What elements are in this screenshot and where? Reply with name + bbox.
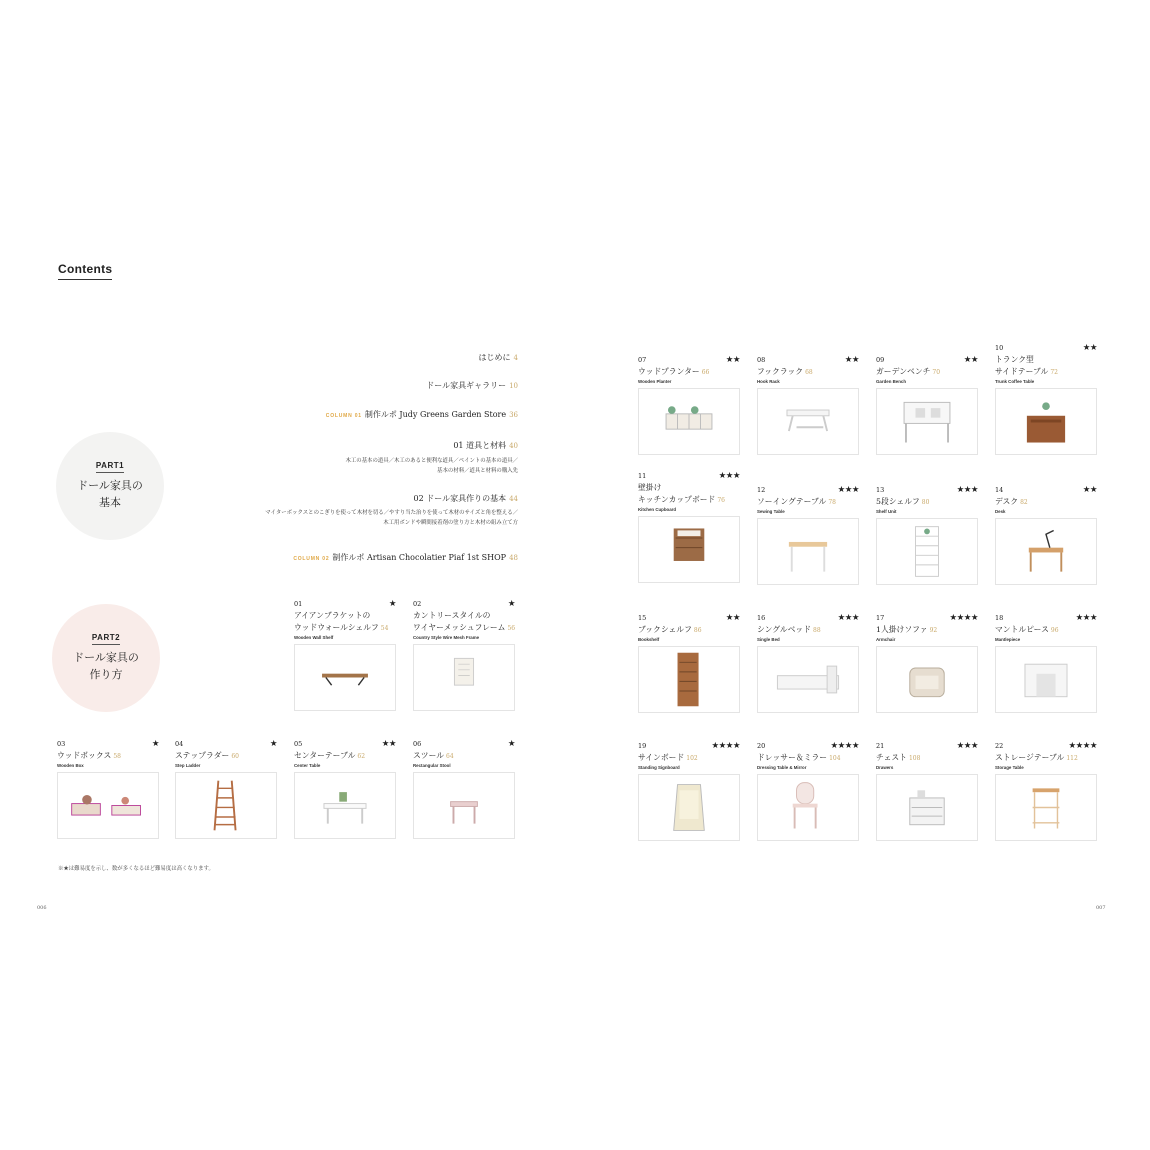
project-number: 08 xyxy=(757,356,766,364)
project-title-line: ウッドプランター 66 xyxy=(638,367,710,376)
project-english-title: Storage Table xyxy=(995,765,1024,770)
project-title-line: ワイヤーメッシュフレーム 56 xyxy=(413,623,516,632)
column-badge: COLUMN 01 xyxy=(325,413,362,419)
wooden-box-icon xyxy=(58,773,158,838)
project-page: 92 xyxy=(929,627,938,634)
part-title-line: 作り方 xyxy=(89,668,123,681)
project-english-title: Single Bed xyxy=(757,637,780,642)
project-english-title: Bookshelf xyxy=(638,637,660,642)
project-number: 14 xyxy=(995,486,1004,494)
project-number: 06 xyxy=(413,740,422,748)
difficulty-stars: ★★ xyxy=(725,613,740,623)
project-card[interactable] xyxy=(876,486,978,590)
project-card[interactable] xyxy=(757,614,859,718)
part-title xyxy=(73,649,139,683)
part-label: PART1 xyxy=(96,461,124,473)
project-title-line: デスク 82 xyxy=(995,497,1028,506)
toc-subtopics-basics xyxy=(265,508,518,528)
toc-entry-page: 40 xyxy=(509,442,518,450)
project-photo[interactable] xyxy=(413,644,515,711)
toc-entry-tools[interactable] xyxy=(453,440,518,451)
project-photo[interactable] xyxy=(876,774,978,841)
bed-icon xyxy=(758,647,858,712)
project-page: 70 xyxy=(932,369,941,376)
part2-circle xyxy=(52,604,160,712)
difficulty-stars: ★★★ xyxy=(837,485,859,495)
difficulty-stars: ★★ xyxy=(381,739,396,749)
project-title xyxy=(876,624,937,637)
project-photo[interactable] xyxy=(757,774,859,841)
project-english-title: Wooden Wall Shelf xyxy=(294,635,334,640)
toc-subtopics-tools xyxy=(345,456,518,476)
project-number: 04 xyxy=(175,740,184,748)
toc-entry-title: 制作ルポ Artisan Chocolatier Piaf 1st SHOP xyxy=(332,553,507,562)
project-card[interactable] xyxy=(995,742,1097,846)
project-page: 82 xyxy=(1020,499,1028,506)
project-title xyxy=(757,752,841,765)
project-number: 01 xyxy=(294,600,303,608)
difficulty-stars: ★★ xyxy=(1082,485,1097,495)
project-card[interactable] xyxy=(638,472,740,576)
project-photo[interactable] xyxy=(413,772,515,839)
project-page: 96 xyxy=(1050,627,1059,634)
project-card[interactable] xyxy=(995,614,1097,718)
project-card[interactable] xyxy=(638,742,740,846)
project-english-title: Hook Rack xyxy=(757,379,780,384)
toc-subtopic-line: 基本の材料／道具と材料の購入先 xyxy=(437,468,518,474)
project-number: 18 xyxy=(995,614,1004,622)
project-page: 58 xyxy=(113,753,121,760)
shelf-unit-icon xyxy=(877,519,977,584)
center-table-icon xyxy=(295,773,395,838)
project-english-title: Wooden Box xyxy=(57,763,84,768)
page-number-left: 006 xyxy=(37,905,47,911)
project-english-title: Dressing Table & Mirror xyxy=(757,765,807,770)
project-card[interactable] xyxy=(294,740,396,844)
project-card[interactable] xyxy=(876,356,978,460)
project-english-title: Armchair xyxy=(876,637,896,642)
project-title-line: フックラック 68 xyxy=(757,367,813,376)
project-card[interactable] xyxy=(294,600,396,704)
part-title xyxy=(77,477,143,511)
project-title xyxy=(175,750,239,763)
storage-table-icon xyxy=(996,775,1096,840)
project-title-line: サインボード 102 xyxy=(638,753,698,762)
difficulty-stars: ★★★ xyxy=(956,741,978,751)
project-title-line: サイドテーブル 72 xyxy=(995,367,1058,376)
project-english-title: Garden Bench xyxy=(876,379,907,384)
difficulty-stars: ★★ xyxy=(844,355,859,365)
project-english-title: Trunk Coffee Table xyxy=(995,379,1035,384)
project-page: 64 xyxy=(446,753,454,760)
project-number: 19 xyxy=(638,742,647,750)
project-title xyxy=(995,624,1059,637)
project-number: 21 xyxy=(876,742,885,750)
project-card[interactable] xyxy=(413,740,515,844)
project-title-line: チェスト 108 xyxy=(876,753,921,762)
project-card[interactable] xyxy=(995,486,1097,590)
toc-entry-title: 制作ルポ Judy Greens Garden Store xyxy=(364,410,507,419)
project-page: 104 xyxy=(829,755,841,762)
project-number: 05 xyxy=(294,740,303,748)
project-title-line: トランク型 xyxy=(995,355,1034,364)
project-page: 66 xyxy=(701,369,710,376)
project-number: 02 xyxy=(413,600,422,608)
project-card[interactable] xyxy=(638,356,740,460)
project-card[interactable] xyxy=(57,740,159,844)
project-photo[interactable] xyxy=(294,644,396,711)
project-page: 76 xyxy=(717,497,725,504)
trunk-icon xyxy=(996,389,1096,454)
project-title xyxy=(757,366,813,379)
project-title-line: 壁掛け xyxy=(638,483,662,492)
difficulty-stars: ★★★★ xyxy=(830,741,859,751)
project-title xyxy=(638,482,725,507)
difficulty-stars: ★ xyxy=(507,739,515,749)
project-photo[interactable] xyxy=(757,388,859,455)
project-page: 102 xyxy=(686,755,698,762)
toc-entry-basics[interactable] xyxy=(414,493,518,504)
project-title-line: シングルベッド 88 xyxy=(757,625,821,634)
project-title xyxy=(294,750,365,763)
difficulty-stars: ★ xyxy=(507,599,515,609)
project-photo[interactable] xyxy=(638,516,740,583)
project-english-title: Standing Signboard xyxy=(638,765,680,770)
project-photo[interactable] xyxy=(175,772,277,839)
project-title xyxy=(413,750,454,763)
mantle-icon xyxy=(996,647,1096,712)
project-number: 09 xyxy=(876,356,885,364)
project-title-line: キッチンカップボード 76 xyxy=(638,495,725,504)
dresser-icon xyxy=(758,775,858,840)
project-card[interactable] xyxy=(876,742,978,846)
part-title-line: 基本 xyxy=(99,496,121,509)
project-photo[interactable] xyxy=(995,518,1097,585)
project-page: 112 xyxy=(1066,755,1078,762)
project-title xyxy=(638,366,709,379)
project-title xyxy=(57,750,121,763)
part1-circle xyxy=(56,432,164,540)
project-photo[interactable] xyxy=(638,646,740,713)
difficulty-footnote: ※★は難易度を示し、数が多くなるほど難易度は高くなります。 xyxy=(58,866,214,872)
toc-subtopic-line: マイターボックスとのこぎりを使って木材を切る／やすり当た治りを使って木材のサイズと角を整える／ xyxy=(265,510,518,516)
wall-shelf-icon xyxy=(295,645,395,710)
project-title-line: ドレッサー＆ミラー 104 xyxy=(757,753,841,762)
project-title xyxy=(876,366,940,379)
project-card[interactable] xyxy=(757,486,859,590)
project-page: 72 xyxy=(1050,369,1058,376)
project-title-line: アイアンブラケットの xyxy=(294,611,371,620)
project-card[interactable] xyxy=(175,740,277,844)
toc-entry-page: 48 xyxy=(509,554,518,562)
toc-entry-page: 10 xyxy=(509,382,518,390)
ladder-icon xyxy=(176,773,276,838)
project-photo[interactable] xyxy=(876,388,978,455)
project-number: 12 xyxy=(757,486,766,494)
project-title-line: ガーデンベンチ 70 xyxy=(876,367,941,376)
toc-entry-gallery[interactable] xyxy=(426,380,518,391)
project-number: 15 xyxy=(638,614,647,622)
toc-entry-page: 44 xyxy=(509,495,518,503)
project-title xyxy=(638,624,702,637)
project-number: 22 xyxy=(995,742,1004,750)
project-title-line: ステップラダー 60 xyxy=(175,751,239,760)
toc-entry-page: 4 xyxy=(513,354,518,362)
project-title-line: カントリースタイルの xyxy=(413,611,491,620)
project-photo[interactable] xyxy=(57,772,159,839)
project-photo[interactable] xyxy=(757,646,859,713)
page-number-right: 007 xyxy=(1096,905,1106,911)
project-photo[interactable] xyxy=(995,646,1097,713)
project-number: 03 xyxy=(57,740,66,748)
project-title xyxy=(995,752,1078,765)
project-english-title: Step Ladder xyxy=(175,763,201,768)
page-title: Contents xyxy=(58,262,112,280)
bookshelf-icon xyxy=(639,647,739,712)
toc-subtopic-line: 木工用ボンドや瞬間接着剤の塗り方と木材の組み立て方 xyxy=(383,520,518,526)
project-card[interactable] xyxy=(757,742,859,846)
project-title xyxy=(638,752,698,765)
difficulty-stars: ★★★ xyxy=(718,471,740,481)
desk-icon xyxy=(996,519,1096,584)
column-badge: COLUMN 02 xyxy=(293,556,330,562)
toc-entry-column-02[interactable] xyxy=(293,552,518,563)
project-english-title: Center Table xyxy=(294,763,321,768)
project-photo[interactable] xyxy=(638,388,740,455)
project-title xyxy=(995,496,1028,509)
project-number: 20 xyxy=(757,742,766,750)
project-photo[interactable] xyxy=(294,772,396,839)
project-title-line: スツール 64 xyxy=(413,751,454,760)
toc-entry-title: ドール家具ギャラリー xyxy=(426,381,507,390)
project-card[interactable] xyxy=(413,600,515,704)
project-title xyxy=(876,496,929,509)
project-title-line: 1人掛けソファ 92 xyxy=(876,625,938,634)
toc-entry-page: 36 xyxy=(509,411,518,419)
project-card[interactable] xyxy=(757,356,859,460)
chest-icon xyxy=(877,775,977,840)
toc-subtopic-line: 木工の基本の道具／木工のあると便利な道具／ペイントの基本の道具／ xyxy=(345,458,518,464)
project-title-line: マントルピース 96 xyxy=(995,625,1059,634)
project-card[interactable] xyxy=(995,344,1097,448)
project-page: 88 xyxy=(813,627,821,634)
difficulty-stars: ★★★★ xyxy=(1068,741,1097,751)
difficulty-stars: ★ xyxy=(388,599,396,609)
project-photo[interactable] xyxy=(876,646,978,713)
project-page: 80 xyxy=(921,499,930,506)
project-english-title: Mantlepiece xyxy=(995,637,1021,642)
difficulty-stars: ★★★★ xyxy=(711,741,740,751)
planter-icon xyxy=(639,389,739,454)
armchair-icon xyxy=(877,647,977,712)
project-photo[interactable] xyxy=(995,388,1097,455)
project-page: 54 xyxy=(380,625,389,632)
cupboard-icon xyxy=(639,517,739,582)
project-title xyxy=(876,752,920,765)
difficulty-stars: ★★★ xyxy=(837,613,859,623)
project-number: 07 xyxy=(638,356,647,364)
toc-entry-title: 02 ドール家具作りの基本 xyxy=(413,494,507,503)
project-photo[interactable] xyxy=(757,518,859,585)
difficulty-stars: ★★★★ xyxy=(949,613,978,623)
sewing-table-icon xyxy=(758,519,858,584)
project-number: 10 xyxy=(995,344,1004,352)
project-title-line: ウッドボックス 58 xyxy=(57,751,121,760)
project-page: 60 xyxy=(231,753,239,760)
project-title xyxy=(413,610,515,635)
project-english-title: Country Style Wire Mesh Frame xyxy=(413,635,480,640)
difficulty-stars: ★ xyxy=(151,739,159,749)
project-title-line: ソーイングテーブル 78 xyxy=(757,497,836,506)
project-page: 56 xyxy=(507,625,516,632)
project-page: 78 xyxy=(828,499,836,506)
bench-icon xyxy=(877,389,977,454)
toc-entry-title: 01 道具と材料 xyxy=(453,441,507,450)
toc-entry-intro[interactable] xyxy=(479,352,518,363)
difficulty-stars: ★★ xyxy=(963,355,978,365)
project-english-title: Drawers xyxy=(876,765,894,770)
project-title-line: 5段シェルフ 80 xyxy=(876,497,930,506)
project-title xyxy=(995,354,1058,379)
project-english-title: Kitchen Cupboard xyxy=(638,507,677,512)
toc-entry-column-01[interactable] xyxy=(326,409,518,420)
project-english-title: Rectangular Stool xyxy=(413,763,451,768)
project-card[interactable] xyxy=(638,614,740,718)
project-english-title: Shelf Unit xyxy=(876,509,897,514)
project-title-line: センターテーブル 62 xyxy=(294,751,366,760)
part-title-line: ドール家具の xyxy=(73,651,139,664)
project-page: 62 xyxy=(357,753,366,760)
project-title-line: ストレージテーブル 112 xyxy=(995,753,1078,762)
hook-rack-icon xyxy=(758,389,858,454)
mesh-frame-icon xyxy=(414,645,514,710)
difficulty-stars: ★★★ xyxy=(956,485,978,495)
project-number: 13 xyxy=(876,486,885,494)
project-title xyxy=(757,624,821,637)
project-number: 16 xyxy=(757,614,766,622)
part-label: PART2 xyxy=(92,633,120,645)
project-english-title: Wooden Planter xyxy=(638,379,672,384)
project-title xyxy=(294,610,388,635)
signboard-icon xyxy=(639,775,739,840)
difficulty-stars: ★ xyxy=(269,739,277,749)
project-english-title: Sewing Table xyxy=(757,509,785,514)
part-title-line: ドール家具の xyxy=(77,479,143,492)
difficulty-stars: ★★ xyxy=(1082,343,1097,353)
project-title xyxy=(757,496,836,509)
project-photo[interactable] xyxy=(638,774,740,841)
project-number: 17 xyxy=(876,614,885,622)
stool-icon xyxy=(414,773,514,838)
project-title-line: ブックシェルフ 86 xyxy=(638,625,702,634)
project-english-title: Desk xyxy=(995,509,1006,514)
project-photo[interactable] xyxy=(995,774,1097,841)
project-photo[interactable] xyxy=(876,518,978,585)
difficulty-stars: ★★ xyxy=(725,355,740,365)
project-page: 86 xyxy=(693,627,702,634)
toc-entry-title: はじめに xyxy=(478,353,511,362)
project-number: 11 xyxy=(638,472,647,480)
difficulty-stars: ★★★ xyxy=(1075,613,1097,623)
project-page: 108 xyxy=(908,755,921,762)
project-title-line: ウッドウォールシェルフ 54 xyxy=(294,623,389,632)
project-page: 68 xyxy=(805,369,813,376)
project-card[interactable] xyxy=(876,614,978,718)
